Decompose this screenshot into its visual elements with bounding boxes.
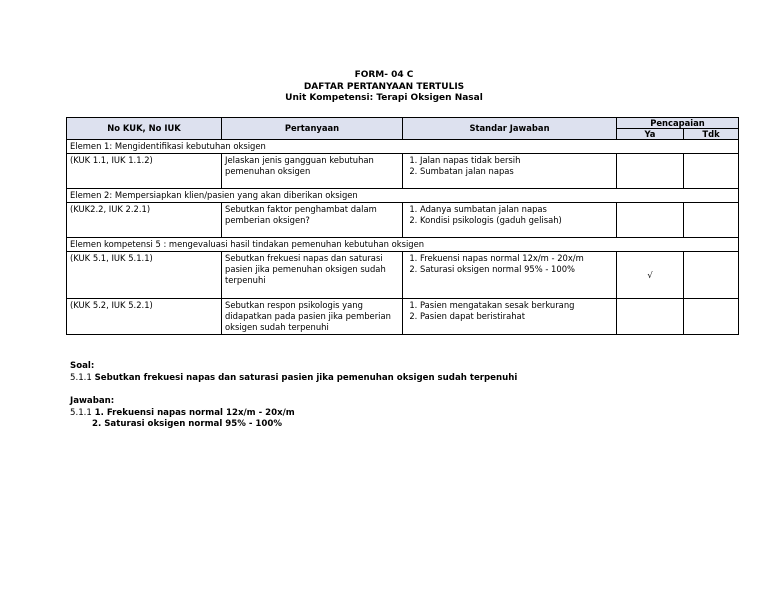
ya-cell xyxy=(617,203,684,238)
form-code: FORM- 04 C xyxy=(354,70,414,80)
jawaban-number: 5.1.1 xyxy=(70,407,92,418)
ya-cell: √ xyxy=(617,252,684,299)
table-row xyxy=(67,252,739,299)
tdk-cell xyxy=(684,203,739,238)
jawaban-cell xyxy=(403,299,617,335)
jawaban-cell xyxy=(403,252,617,299)
jawaban-item: 2. Kondisi psikologis (gaduh gelisah) xyxy=(420,215,613,226)
header-no-kuk: No KUK, No IUK xyxy=(67,118,222,140)
elemen-2: Elemen 2: Mempersiapkan klien/pasien yang akan diberikan oksigen xyxy=(67,189,739,203)
jawaban-text-1: 1. Frekuensi napas normal 12x/m - 20x/m xyxy=(94,407,295,418)
jawaban-item: 1. Pasien mengatakan sesak berkurang xyxy=(420,300,613,311)
pertanyaan-cell: Sebutkan respon psikologis yang didapatkan pada pasien jika pemberian oksigen sudah terpenuhi xyxy=(222,299,403,335)
tdk-cell xyxy=(684,154,739,189)
table-header-row xyxy=(67,118,739,129)
question-table xyxy=(66,117,739,335)
jawaban-item: 2. Pasien dapat beristirahat xyxy=(420,311,613,322)
jawaban-item: 2. Saturasi oksigen normal 95% - 100% xyxy=(420,264,613,275)
jawaban-label: Jawaban: xyxy=(70,396,115,406)
unit-kompetensi: Unit Kompetensi: Terapi Oksigen Nasal xyxy=(285,93,483,103)
elemen-1: Elemen 1: Mengidentifikasi kebutuhan oksigen xyxy=(67,140,739,154)
jawaban-cell xyxy=(403,203,617,238)
pertanyaan-cell: Sebutkan faktor penghambat dalam pemberian oksigen? xyxy=(222,203,403,238)
elemen-row xyxy=(67,238,739,252)
table-row xyxy=(67,154,739,189)
jawaban-item: 2. Sumbatan jalan napas xyxy=(420,166,613,177)
tdk-cell xyxy=(684,299,739,335)
jawaban-item: 1. Jalan napas tidak bersih xyxy=(420,155,613,166)
ya-cell xyxy=(617,299,684,335)
pertanyaan-cell: Sebutkan frekuesi napas dan saturasi pasien jika pemenuhan oksigen sudah terpenuhi xyxy=(222,252,403,299)
form-header xyxy=(0,70,768,105)
kuk-cell: (KUK 1.1, IUK 1.1.2) xyxy=(67,154,222,189)
pertanyaan-cell: Jelaskan jenis gangguan kebutuhan pemenuhan oksigen xyxy=(222,154,403,189)
table-row xyxy=(67,203,739,238)
elemen-row xyxy=(67,140,739,154)
kuk-cell: (KUK 5.1, IUK 5.1.1) xyxy=(67,252,222,299)
jawaban-item: 1. Frekuensi napas normal 12x/m - 20x/m xyxy=(420,253,613,264)
table-row xyxy=(67,299,739,335)
kuk-cell: (KUK 5.2, IUK 5.2.1) xyxy=(67,299,222,335)
jawaban-text-2: 2. Saturasi oksigen normal 95% - 100% xyxy=(92,419,282,429)
jawaban-cell xyxy=(403,154,617,189)
form-title: DAFTAR PERTANYAAN TERTULIS xyxy=(303,81,465,92)
header-pencapaian: Pencapaian xyxy=(617,118,739,129)
soal-section xyxy=(70,361,730,431)
soal-question xyxy=(70,373,730,385)
soal-text: Sebutkan frekuesi napas dan saturasi pasien jika pemenuhan oksigen sudah terpenuhi xyxy=(94,372,518,383)
elemen-5: Elemen kompetensi 5 : mengevaluasi hasil tindakan pemenuhan kebutuhan oksigen xyxy=(67,238,739,252)
header-ya: Ya xyxy=(617,129,684,140)
soal-number: 5.1.1 xyxy=(70,372,92,383)
header-standar-jawaban: Standar Jawaban xyxy=(403,118,617,140)
header-tdk: Tdk xyxy=(684,129,739,140)
kuk-cell: (KUK2.2, IUK 2.2.1) xyxy=(67,203,222,238)
header-pertanyaan: Pertanyaan xyxy=(222,118,403,140)
jawaban-line-1 xyxy=(70,408,730,420)
elemen-row xyxy=(67,189,739,203)
jawaban-item: 1. Adanya sumbatan jalan napas xyxy=(420,204,613,215)
soal-label: Soal: xyxy=(70,361,95,371)
tdk-cell xyxy=(684,252,739,299)
ya-cell xyxy=(617,154,684,189)
